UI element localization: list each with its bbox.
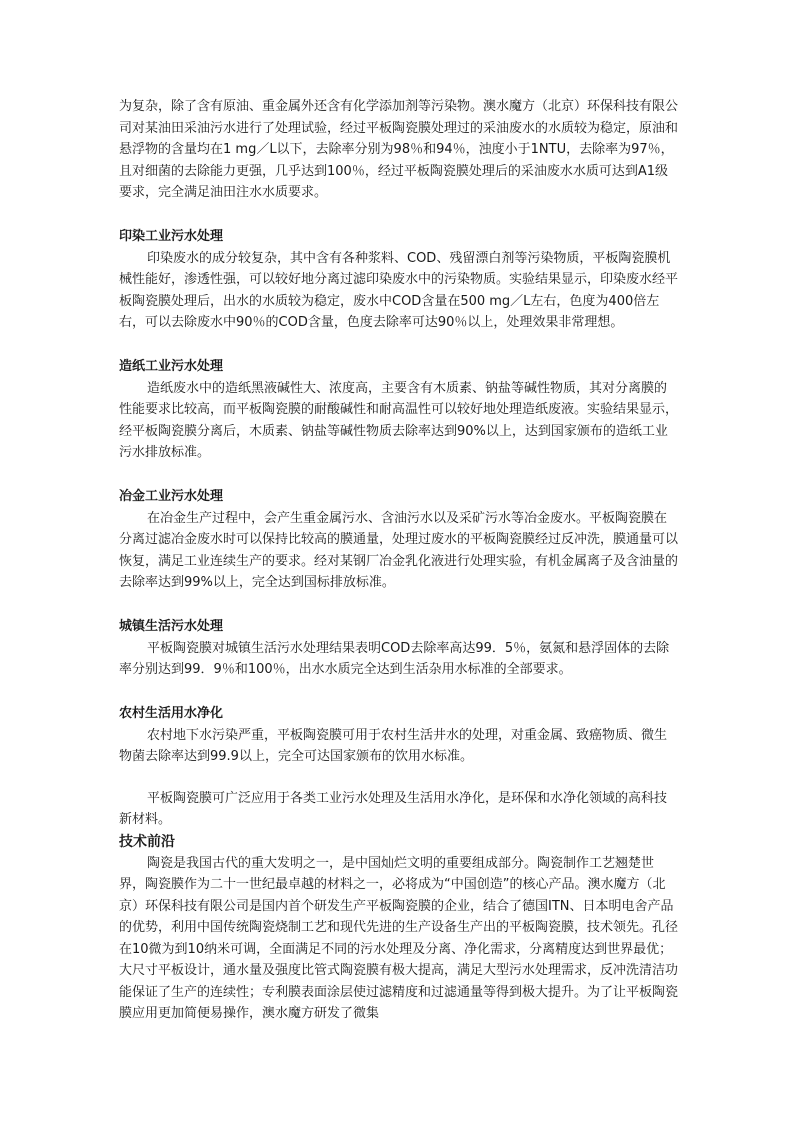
tech-body: 陶瓷是我国古代的重大发明之一，是中国灿烂文明的重要组成部分。陶瓷制作工艺翘楚世界，陶瓷膜作为二十一世纪最卓越的材料之一，必将成为“中国创造”的核心产品。澳水魔方（北京）环保科技有限公司是国内首个研发生产平板陶瓷膜的企业，结合了德国ITN、日本明电舍产品的优势，利用中国传统陶瓷烧制工艺和现代先进的生产设备生产出的平板陶瓷膜，技术领先。孔径在10微为到10纳米可调，全面满足不同的污水处理及分离、净化需求，分离精度达到世界最优；大尺寸平板设计，通水量及强度比管式陶瓷膜有极大提高，满足大型污水处理需求，反冲洗清洁功能保证了生产的连续性；专利膜表面涂层使过滤精度和过滤通量等得到极大提升。为了让平板陶瓷膜应用更加简便易操作，澳水魔方研发了微集 [119,855,679,1021]
intro-paragraph: 为复杂，除了含有原油、重金属外还含有化学添加剂等污染物。澳水魔方（北京）环保科技有限公司对某油田采油污水进行了处理试验，经过平板陶瓷膜处理过的采油废水的水质较为稳定，原油和悬浮物的含量均在1 mg／L以下，去除率分别为98％和94％，浊度小于1NTU，去除率为97％，且对细菌的去除能力更强，几乎达到100％，经过平板陶瓷膜处理后的采油废水水质可达到A1级要求，完全满足油田注水水质要求。 [119,99,679,200]
section-heading: 农村生活用水净化 [119,705,224,721]
section-dyeing [119,226,679,334]
section-heading: 冶金工业污水处理 [119,488,224,504]
section-heading: 造纸工业污水处理 [119,358,224,374]
section-rural-water [119,703,679,768]
closing-paragraph: 平板陶瓷膜可广泛应用于各类工业污水处理及生活用水净化，是环保和水净化领域的高科技新材料。 [119,790,668,827]
section-urban-sewage [119,616,679,681]
tech-heading: 技术前沿 [119,833,175,850]
section-body: 造纸废水中的造纸黑液碱性大、浓度高，主要含有木质素、钠盐等碱性物质，其对分离膜的性能要求比较高，而平板陶瓷膜的耐酸碱性和耐高温性可以较好地处理造纸废液。实验结果显示，经平板陶瓷膜分离后，木质素、钠盐等碱性物质去除率达到90%以上，达到国家颁布的造纸工业污水排放标准。 [119,380,679,460]
section-body: 平板陶瓷膜对城镇生活污水处理结果表明COD去除率高达99．5％，氨氮和悬浮固体的去除率分别达到99．9％和100％，出水水质完全达到生活杂用水标准的全部要求。 [119,640,670,677]
document-page [119,96,679,1025]
section-heading: 印染工业污水处理 [119,228,224,244]
section-body: 印染废水的成分较复杂，其中含有各种浆料、COD、残留漂白剂等污染物质，平板陶瓷膜机械性能好，渗透性强，可以较好地分离过滤印染废水中的污染物质。实验结果显示，印染废水经平板陶瓷膜处理后，出水的水质较为稳定，废水中COD含量在500 mg／L左右，色度为400倍左右，可以去除废水中90％的COD含量，色度去除率可达90％以上，处理效果非常理想。 [119,250,679,330]
section-tech-frontier [119,831,679,1025]
section-heading: 城镇生活污水处理 [119,618,224,634]
section-metallurgy [119,486,679,594]
section-body: 在冶金生产过程中，会产生重金属污水、含油污水以及采矿污水等冶金废水。平板陶瓷膜在分离过滤冶金废水时可以保持比较高的膜通量，处理过废水的平板陶瓷膜经过反冲洗，膜通量可以恢复，满足工业连续生产的要求。经对某钢厂冶金乳化液进行处理实验，有机金属离子及含油量的去除率达到99%以上，完全达到国标排放标准。 [119,510,679,590]
section-body: 农村地下水污染严重，平板陶瓷膜可用于农村生活井水的处理，对重金属、致癌物质、微生物菌去除率达到99.9以上，完全可达国家颁布的饮用水标准。 [119,727,668,764]
section-papermaking [119,356,679,464]
